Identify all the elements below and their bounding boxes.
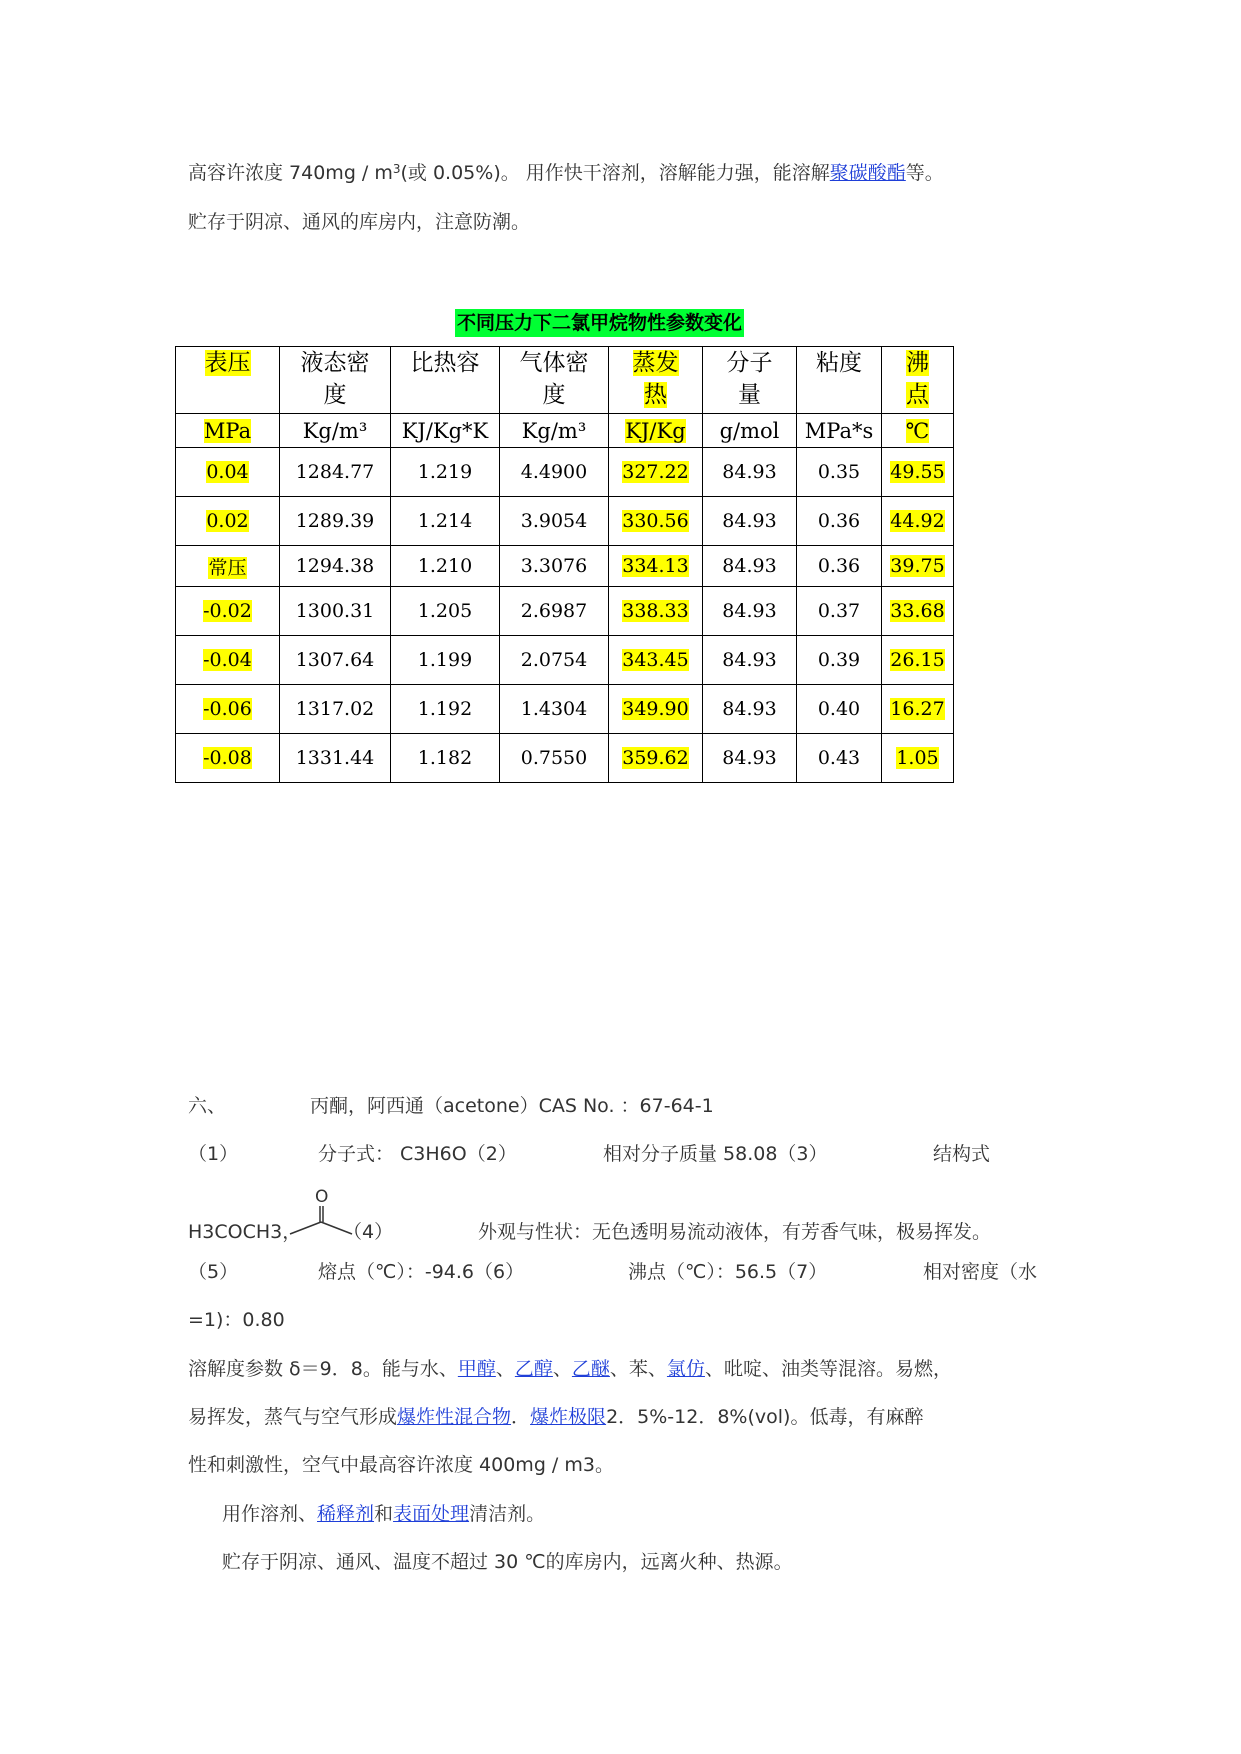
table-cell — [797, 636, 882, 685]
cell-value: 359.62 — [622, 747, 689, 769]
cell-value: 33.68 — [890, 600, 945, 622]
unit-text: Kg/m³ — [521, 418, 587, 443]
boiling-point: 沸点（℃）：56.5（7） — [628, 1261, 828, 1283]
cell-value: 1.4304 — [520, 698, 588, 720]
cell-value: 327.22 — [622, 461, 689, 483]
cell-value: 1.210 — [417, 555, 473, 577]
table-header-cell — [882, 347, 954, 414]
header-text: 表压 — [204, 350, 251, 376]
formula-line — [188, 1141, 1088, 1167]
table-cell — [609, 497, 703, 546]
header-text: 热 — [644, 382, 667, 408]
cell-value: 1331.44 — [295, 747, 375, 769]
unit-cell — [609, 414, 703, 448]
relative-density-value: =1)：0.80 — [188, 1309, 285, 1331]
table-cell — [609, 636, 703, 685]
cell-value: 0.04 — [206, 461, 249, 483]
unit-cell — [176, 414, 280, 448]
table-cell — [797, 734, 882, 783]
text: (或 0.05%)。 用作快干溶剂，溶解能力强，能溶解 — [400, 162, 830, 184]
table-row — [176, 448, 954, 497]
table-cell — [703, 546, 797, 587]
table-cell — [500, 546, 609, 587]
cell-value: 3.9054 — [520, 510, 588, 532]
cell-value: -0.06 — [203, 698, 252, 720]
table-title: 不同压力下二氯甲烷物性参数变化 — [455, 309, 744, 337]
header-text: 度 — [542, 382, 566, 408]
table-unit-row — [176, 414, 954, 448]
unit-text: g/mol — [719, 418, 780, 443]
cell-value: 0.02 — [206, 510, 249, 532]
text: 和 — [374, 1503, 394, 1525]
molecular-mass: 相对分子质量 58.08（3） — [603, 1143, 828, 1165]
table-cell — [176, 546, 280, 587]
acetone-structure-icon — [288, 1186, 358, 1238]
cell-value: 1.05 — [896, 747, 939, 769]
table-cell — [500, 685, 609, 734]
table-cell — [609, 448, 703, 497]
chloroform-link[interactable]: 氯仿 — [666, 1358, 705, 1380]
table-cell — [391, 636, 500, 685]
table-cell — [280, 448, 391, 497]
table-header-cell — [609, 347, 703, 414]
cell-value: 0.37 — [817, 600, 861, 622]
cell-value: 1.214 — [417, 510, 473, 532]
text: 、吡啶、油类等混溶。易燃， — [704, 1358, 952, 1380]
unit-text: KJ/Kg*K — [401, 418, 489, 443]
table-cell — [882, 636, 954, 685]
unit-text: ℃ — [905, 418, 930, 443]
header-text: 度 — [323, 382, 347, 408]
table-cell — [280, 497, 391, 546]
table-cell — [609, 546, 703, 587]
table-cell — [391, 685, 500, 734]
table-row — [176, 636, 954, 685]
cell-value: 84.93 — [722, 600, 777, 622]
cell-value: -0.08 — [203, 747, 252, 769]
unit-cell — [500, 414, 609, 448]
table-cell — [280, 546, 391, 587]
cell-value: 4.4900 — [520, 461, 588, 483]
usage-line — [222, 1501, 545, 1527]
superscript: 3 — [392, 162, 401, 176]
table-cell — [797, 497, 882, 546]
cell-value: 84.93 — [722, 461, 777, 483]
text: 、 — [552, 1358, 572, 1380]
table-cell — [703, 685, 797, 734]
cell-value: 0.36 — [817, 510, 861, 532]
table-row — [176, 587, 954, 636]
table-cell — [280, 685, 391, 734]
cell-value: 1.199 — [417, 649, 473, 671]
unit-text: KJ/Kg — [625, 418, 686, 443]
cell-value: 84.93 — [722, 510, 777, 532]
table-cell — [882, 497, 954, 546]
table-header-cell — [176, 347, 280, 414]
cell-value: -0.02 — [203, 600, 252, 622]
table-cell — [882, 448, 954, 497]
table-cell — [703, 448, 797, 497]
table-header-cell — [797, 347, 882, 414]
ether-link[interactable]: 乙醚 — [571, 1358, 610, 1380]
header-text: 气体密 — [519, 350, 589, 376]
table-row — [176, 546, 954, 587]
unit-text: Kg/m³ — [302, 418, 368, 443]
text: ． — [511, 1406, 531, 1428]
solubility-line-3: 性和刺激性，空气中最高容许浓度 400mg / m3。 — [188, 1454, 614, 1476]
cell-value: 常压 — [208, 556, 247, 579]
unit-cell — [280, 414, 391, 448]
cell-value: 84.93 — [722, 747, 777, 769]
structure-text: H3COCH3， — [188, 1221, 302, 1243]
cell-value: 2.0754 — [520, 649, 588, 671]
properties-line — [188, 1259, 1088, 1285]
table-cell — [176, 685, 280, 734]
table-cell — [797, 546, 882, 587]
molecular-formula: 分子式： C3H6O（2） — [318, 1143, 517, 1165]
table-cell — [500, 734, 609, 783]
cell-value: 1317.02 — [295, 698, 375, 720]
properties-table — [175, 346, 954, 783]
explosive-mixture-link[interactable]: 爆炸性混合物 — [397, 1406, 512, 1428]
table-cell — [797, 587, 882, 636]
table-cell — [176, 734, 280, 783]
table-cell — [882, 546, 954, 587]
structure-label: 结构式 — [933, 1143, 991, 1165]
header-text: 分子 — [726, 350, 773, 376]
cell-value: 1.182 — [417, 747, 473, 769]
cell-value: 1.205 — [417, 600, 473, 622]
table-cell — [500, 448, 609, 497]
appearance: 外观与性状：无色透明易流动液体，有芳香气味，极易挥发。 — [478, 1221, 992, 1243]
cell-value: 49.55 — [890, 461, 945, 483]
section-heading — [188, 1093, 714, 1119]
section-number: 六、 — [188, 1095, 227, 1117]
table-cell — [391, 497, 500, 546]
text: 清洁剂。 — [469, 1503, 546, 1525]
header-text: 粘度 — [816, 350, 862, 376]
cell-value: 84.93 — [722, 649, 777, 671]
table-cell — [176, 497, 280, 546]
table-cell — [703, 734, 797, 783]
table-header-cell — [391, 347, 500, 414]
table-cell — [500, 587, 609, 636]
text: 2．5%-12．8%(vol)。低毒，有麻醉 — [606, 1406, 924, 1428]
ethanol-link[interactable]: 乙醇 — [514, 1358, 553, 1380]
text: 等。 — [905, 162, 944, 184]
paragraph-line-2: 贮存于阴凉、通风的库房内，注意防潮。 — [188, 211, 531, 233]
cell-value: 44.92 — [890, 510, 945, 532]
melting-point: 熔点（℃）：-94.6（6） — [318, 1261, 525, 1283]
header-text: 量 — [738, 382, 761, 408]
cell-value: 338.33 — [622, 600, 689, 622]
table-cell — [609, 685, 703, 734]
table-cell — [391, 546, 500, 587]
table-row — [176, 685, 954, 734]
table-cell — [176, 636, 280, 685]
cell-value: 0.7550 — [520, 747, 588, 769]
cell-value: 330.56 — [622, 510, 689, 532]
diluent-link[interactable]: 稀释剂 — [317, 1503, 375, 1525]
cell-value: 1307.64 — [295, 649, 375, 671]
section-title: 丙酮，阿西通（acetone）CAS No. ：67-64-1 — [310, 1095, 714, 1117]
unit-cell — [703, 414, 797, 448]
storage-line: 贮存于阴凉、通风、温度不超过 30 ℃的库房内，远离火种、热源。 — [222, 1551, 793, 1573]
table-cell — [703, 587, 797, 636]
cell-value: 334.13 — [622, 555, 689, 577]
text: 、苯、 — [609, 1358, 667, 1380]
cell-value: 26.15 — [890, 649, 945, 671]
cell-value: 3.3076 — [520, 555, 588, 577]
item-number: （5） — [188, 1261, 239, 1283]
header-text: 沸 — [906, 350, 929, 376]
table-cell — [391, 448, 500, 497]
cell-value: 0.36 — [817, 555, 861, 577]
relative-density-label: 相对密度（水 — [923, 1261, 1038, 1283]
header-text: 蒸发 — [632, 350, 679, 376]
item-number: （4） — [343, 1221, 394, 1243]
table-cell — [703, 497, 797, 546]
table-cell — [882, 685, 954, 734]
cell-value: 39.75 — [890, 555, 945, 577]
cell-value: 1300.31 — [295, 600, 375, 622]
table-header-row — [176, 347, 954, 414]
table-cell — [703, 636, 797, 685]
item-number: （1） — [188, 1143, 239, 1165]
table-cell — [176, 587, 280, 636]
unit-text: MPa — [203, 418, 252, 443]
table-header-cell — [500, 347, 609, 414]
cell-value: 343.45 — [622, 649, 689, 671]
table-cell — [500, 497, 609, 546]
surface-treatment-link[interactable]: 表面处理 — [393, 1503, 470, 1525]
table-cell — [391, 587, 500, 636]
table-cell — [882, 734, 954, 783]
cell-value: 0.40 — [817, 698, 861, 720]
table-cell — [797, 448, 882, 497]
explosion-limit-link[interactable]: 爆炸极限 — [530, 1406, 607, 1428]
table-cell — [280, 734, 391, 783]
cell-value: 1289.39 — [295, 510, 375, 532]
table-row — [176, 734, 954, 783]
header-text: 液态密 — [300, 350, 370, 376]
text: 易挥发，蒸气与空气形成 — [188, 1406, 398, 1428]
oxygen-label: O — [315, 1187, 329, 1207]
unit-cell — [797, 414, 882, 448]
table-header-cell — [703, 347, 797, 414]
text: 溶解度参数 δ＝9．8。能与水、 — [188, 1358, 458, 1380]
table-cell — [280, 587, 391, 636]
table-cell — [797, 685, 882, 734]
table-header-cell — [280, 347, 391, 414]
polycarbonate-link[interactable]: 聚碳酸酯 — [829, 162, 906, 184]
cell-value: 1.219 — [417, 461, 473, 483]
cell-value: 1.192 — [417, 698, 473, 720]
cell-value: 0.43 — [817, 747, 861, 769]
cell-value: 1284.77 — [295, 461, 375, 483]
unit-cell — [882, 414, 954, 448]
header-text: 点 — [906, 382, 929, 408]
cell-value: 1294.38 — [295, 555, 375, 577]
cell-value: 0.39 — [817, 649, 861, 671]
header-text: 比热容 — [410, 350, 480, 376]
cell-value: 2.6987 — [520, 600, 588, 622]
cell-value: 349.90 — [622, 698, 689, 720]
unit-cell — [391, 414, 500, 448]
table-cell — [391, 734, 500, 783]
unit-text: MPa*s — [804, 418, 874, 443]
paragraph-line-1 — [188, 160, 944, 186]
methanol-link[interactable]: 甲醇 — [457, 1358, 496, 1380]
table-cell — [176, 448, 280, 497]
table-row — [176, 497, 954, 546]
cell-value: 84.93 — [722, 698, 777, 720]
text: 用作溶剂、 — [222, 1503, 318, 1525]
cell-value: 16.27 — [890, 698, 945, 720]
text: 高容许浓度 740mg / m — [188, 162, 393, 184]
cell-value: 84.93 — [722, 555, 777, 577]
solubility-line-2 — [188, 1404, 923, 1430]
cell-value: -0.04 — [203, 649, 252, 671]
table-cell — [882, 587, 954, 636]
table-cell — [280, 636, 391, 685]
table-cell — [500, 636, 609, 685]
solubility-line-1 — [188, 1356, 952, 1382]
cell-value: 0.35 — [817, 461, 861, 483]
table-cell — [609, 734, 703, 783]
text: 、 — [495, 1358, 515, 1380]
table-cell — [609, 587, 703, 636]
